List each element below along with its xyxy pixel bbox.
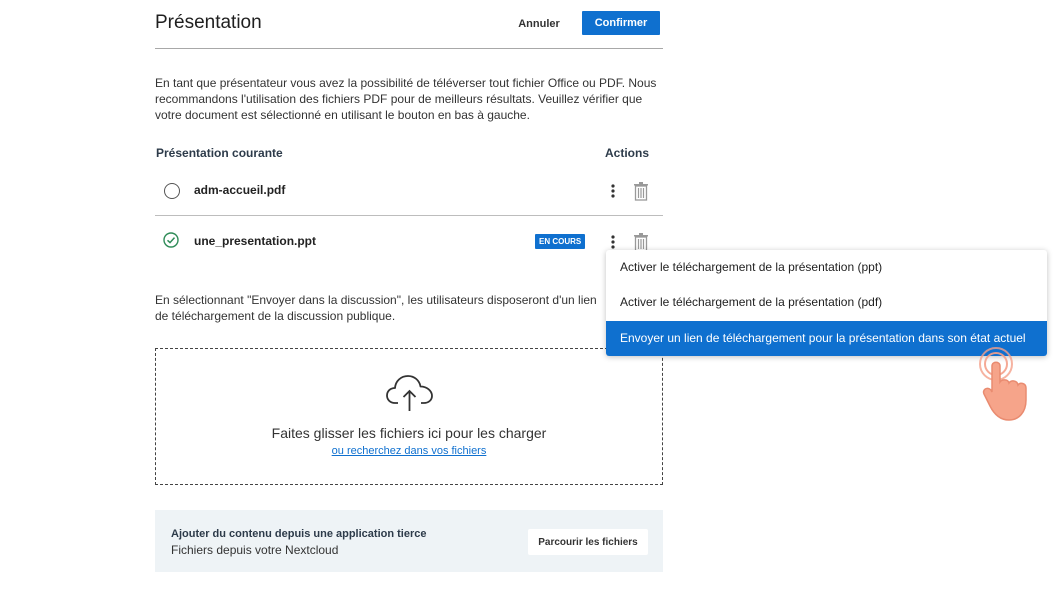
status-badge: EN COURS	[535, 234, 585, 249]
file-dropzone[interactable]	[155, 348, 663, 485]
browse-files-button[interactable]: Parcourir les fichiers	[528, 529, 648, 555]
column-header-actions: Actions	[605, 146, 650, 160]
presentation-row	[155, 217, 663, 267]
column-header-current: Présentation courante	[156, 146, 283, 160]
menu-item-enable-pdf-download[interactable]: Activer le téléchargement de la présentation (pdf)	[620, 295, 883, 309]
presentation-filename: adm-accueil.pdf	[194, 183, 286, 197]
row-divider	[155, 215, 663, 216]
third-party-subtitle: Fichiers depuis votre Nextcloud	[171, 543, 339, 557]
confirm-button[interactable]: Confirmer	[582, 11, 660, 35]
cancel-button[interactable]: Annuler	[508, 11, 570, 37]
header-divider	[155, 48, 663, 49]
third-party-panel	[155, 510, 663, 572]
presentation-row	[155, 166, 663, 216]
trash-icon[interactable]	[633, 232, 649, 252]
third-party-title: Ajouter du contenu depuis une application tierce	[171, 528, 427, 540]
intro-text: En tant que présentateur vous avez la possibilité de téléverser tout fichier Office ou PDF. Nous recommandons l'utilisation des fichiers PDF pour de meilleurs résultats. Veuillez vérifier que votre document est sélectionné en utilisant le bouton en bas à gauche.	[155, 76, 657, 122]
radio-empty-icon[interactable]	[164, 183, 180, 199]
presentation-filename: une_presentation.ppt	[194, 234, 317, 248]
cloud-upload-icon	[386, 373, 434, 413]
browse-files-link[interactable]: ou recherchez dans vos fichiers	[331, 445, 487, 457]
send-info-text: En sélectionnant "Envoyer dans la discussion", les utilisateurs disposeront d'un lien de téléchargement de la discussion publique.	[155, 293, 597, 323]
dropzone-text: Faites glisser les fichiers ici pour les charger	[271, 425, 547, 441]
kebab-menu-icon[interactable]	[607, 182, 619, 200]
check-circle-icon[interactable]	[163, 232, 179, 248]
menu-item-enable-ppt-download[interactable]: Activer le téléchargement de la présentation (ppt)	[620, 260, 883, 274]
menu-item-send-download-link[interactable]: Envoyer un lien de téléchargement pour la présentation dans son état actuel	[606, 321, 1047, 356]
trash-icon[interactable]	[633, 181, 649, 201]
kebab-menu-icon[interactable]	[607, 233, 619, 251]
page-title: Présentation	[155, 12, 262, 33]
context-menu	[606, 250, 1047, 356]
pointer-hand-icon	[976, 346, 1040, 422]
